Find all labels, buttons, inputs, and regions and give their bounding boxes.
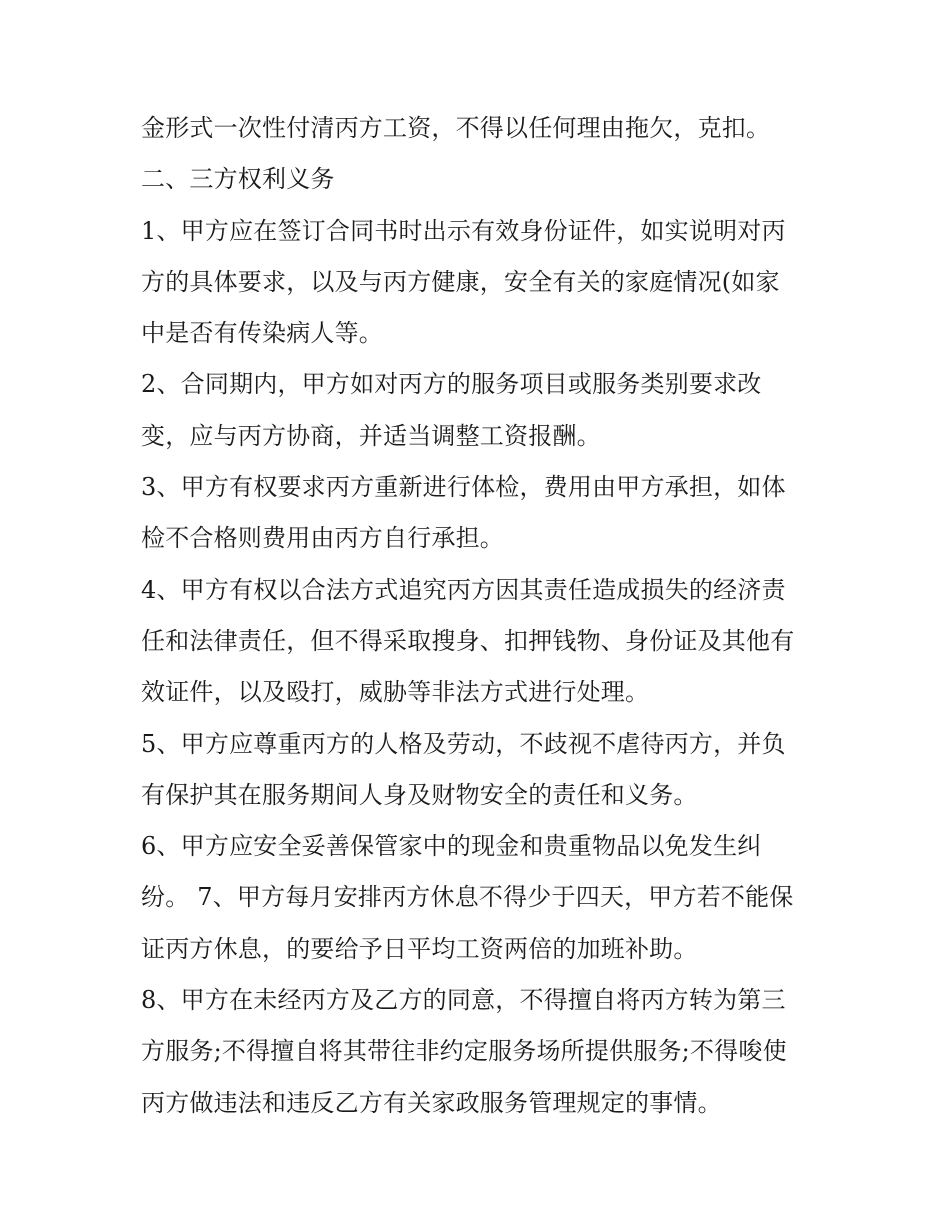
text-line: 4、甲方有权以合法方式追究丙方因其责任造成损失的经济责 [141, 575, 786, 604]
text-line: 变，应与丙方协商，并适当调整工资报酬。 [141, 421, 601, 450]
text-line: 任和法律责任，但不得采取搜身、扣押钱物、身份证及其他有 [141, 626, 795, 655]
text-line: 金形式一次性付清丙方工资，不得以任何理由拖欠，克扣。 [141, 114, 771, 142]
text-line: 检不合格则费用由丙方自行承担。 [141, 524, 504, 553]
text-line: 6、甲方应安全妥善保管家中的现金和贵重物品以免发生纠 [141, 832, 762, 861]
contract-text [141, 103, 821, 1129]
text-line: 丙方做违法和违反乙方有关家政服务管理规定的事情。 [141, 1088, 722, 1117]
text-line: 效证件，以及殴打，威胁等非法方式进行处理。 [141, 678, 650, 707]
text-line: 1、甲方应在签订合同书时出示有效身份证件，如实说明对丙 [141, 216, 786, 245]
text-line: 方的具体要求，以及与丙方健康，安全有关的家庭情况(如家 [141, 267, 780, 296]
text-line: 方服务;不得擅自将其带往非约定服务场所提供服务;不得唆使 [141, 1037, 787, 1066]
text-line: 3、甲方有权要求丙方重新进行体检，费用由甲方承担，如体 [141, 473, 786, 502]
text-line: 8、甲方在未经丙方及乙方的同意，不得擅自将丙方转为第三 [141, 986, 786, 1015]
section-heading: 二、三方权利义务 [141, 165, 335, 194]
text-line: 2、合同期内，甲方如对丙方的服务项目或服务类别要求改 [141, 370, 762, 399]
text-line: 纷。 7、甲方每月安排丙方休息不得少于四天，甲方若不能保 [141, 883, 794, 912]
text-line: 证丙方休息，的要给予日平均工资两倍的加班补助。 [141, 934, 698, 963]
text-line: 5、甲方应尊重丙方的人格及劳动，不歧视不虐待丙方，并负 [141, 729, 786, 758]
text-line: 中是否有传染病人等。 [141, 319, 383, 348]
text-line: 有保护其在服务期间人身及财物安全的责任和义务。 [141, 780, 698, 809]
